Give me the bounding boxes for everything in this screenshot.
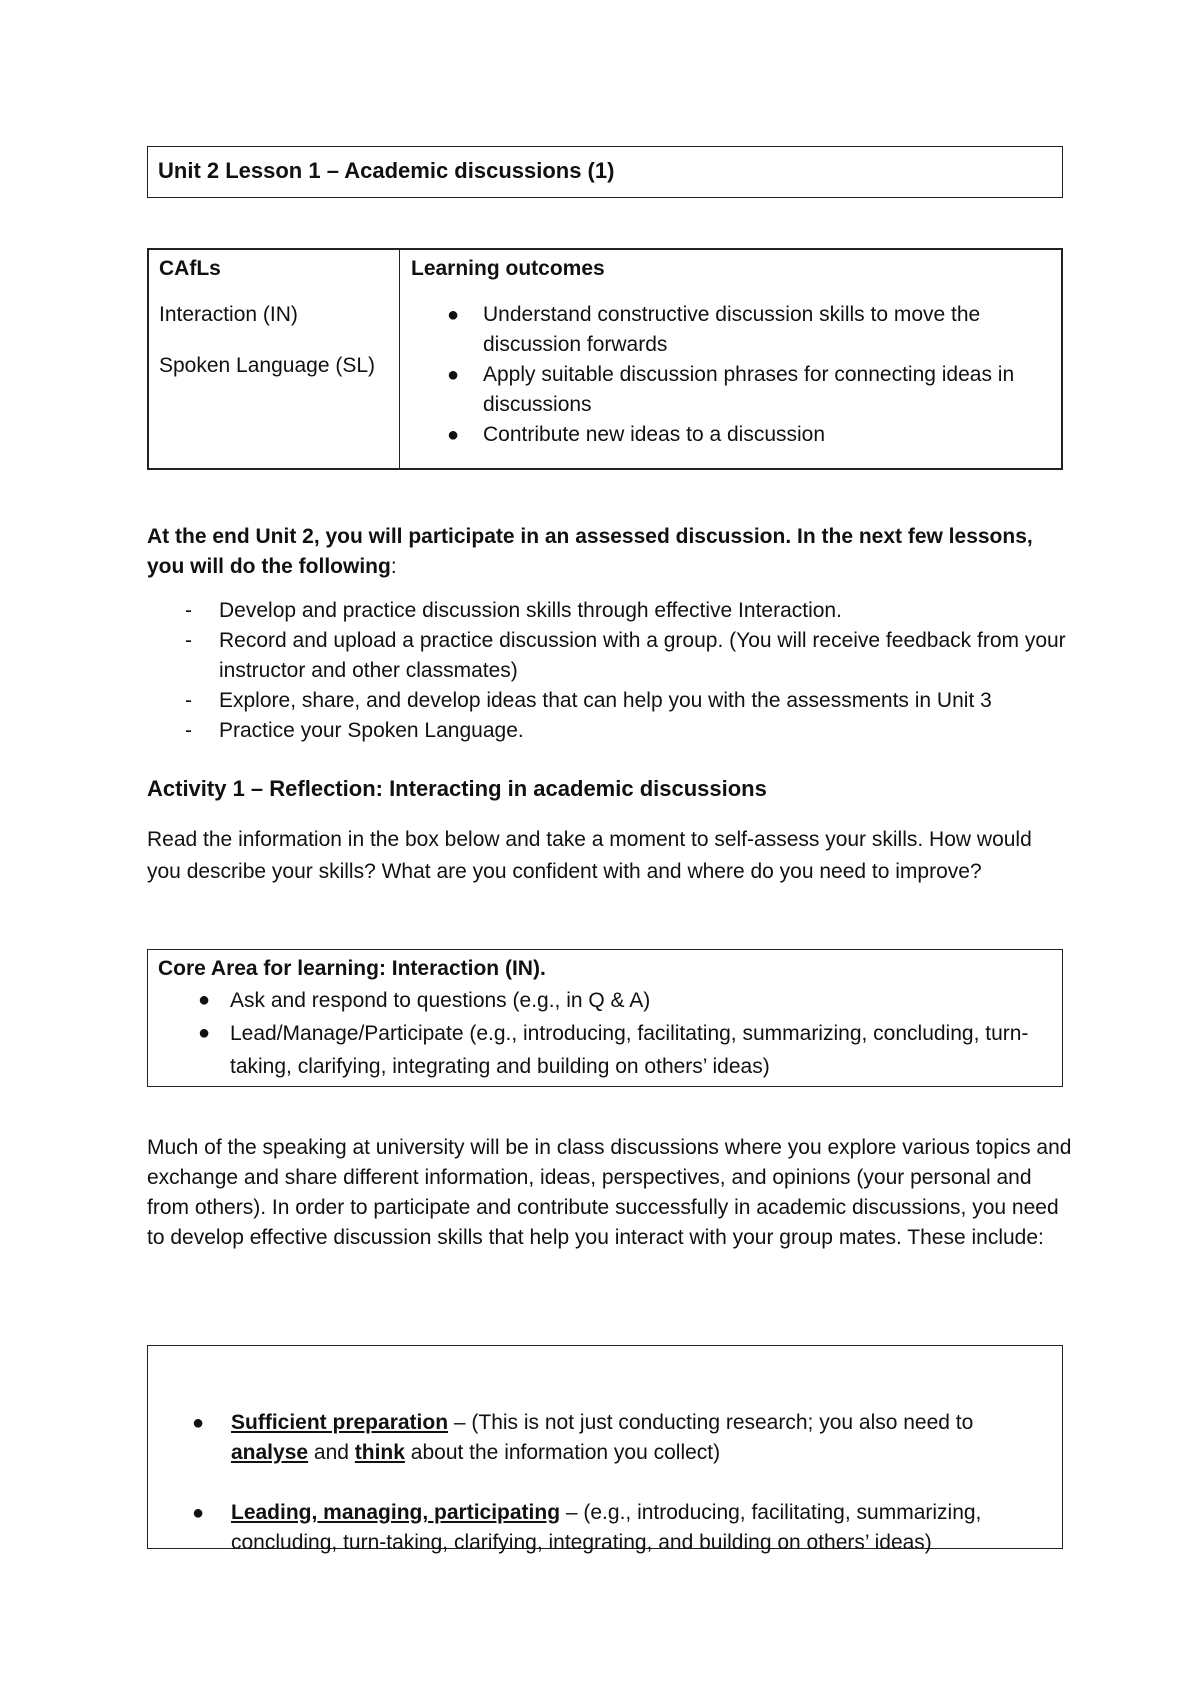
core-area-list (158, 984, 1052, 1083)
list-item: ● Lead/Manage/Participate (e.g., introducing, facilitating, summarizing, concluding, turn-taking, clarifying, integrating and building on others’ ideas) (158, 1017, 1052, 1083)
list-item: - Develop and practice discussion skills through effective Interaction. (185, 599, 842, 622)
bullet-icon: ● (447, 424, 460, 446)
table-divider (399, 250, 400, 468)
intro-heading: At the end Unit 2, you will participate in an assessed discussion. In the next few lessons, you will do the following: (147, 525, 1033, 578)
list-item: - Practice your Spoken Language. (185, 719, 524, 742)
activity1-text: Read the information in the box below and take a moment to self-assess your skills. How would you describe your skills? What are you confident with and where do you need to improve? (147, 828, 1032, 883)
discussion-paragraph: Much of the speaking at university will be in class discussions where you explore various topics and exchange and share different information, ideas, perspectives, and opinions (your personal and from others). In order to participate and contribute successfully in academic discussions, you need to develop effective discussion skills that help you interact with your group mates. These include: (147, 1136, 1072, 1249)
core-area-box (147, 949, 1063, 1087)
list-item: - Record and upload a practice discussion with a group. (You will receive feedback from your instructor and other classmates) (185, 629, 1066, 682)
list-item: ● Apply suitable discussion phrases for connecting ideas in discussions (411, 360, 1051, 420)
list-item: ● Ask and respond to questions (e.g., in Q & A) (158, 984, 1052, 1017)
list-item: ● Sufficient preparation – (This is not just conducting research; you also need to analyse and think about the information you collect) (148, 1408, 1048, 1468)
cafl-item: Interaction (IN) (159, 303, 298, 326)
skills-list (148, 1408, 1048, 1588)
lesson-title: Unit 2 Lesson 1 – Academic discussions (1) (158, 158, 615, 183)
bullet-icon: ● (447, 364, 460, 386)
list-item: ● Contribute new ideas to a discussion (411, 420, 1051, 450)
cafl-item: Spoken Language (SL) (159, 354, 375, 377)
list-item: ● Understand constructive discussion skills to move the discussion forwards (411, 300, 1051, 360)
outcomes-header: Learning outcomes (411, 257, 605, 280)
activity1-heading: Activity 1 – Reflection: Interacting in academic discussions (147, 776, 767, 801)
learning-outcomes-table (147, 248, 1063, 470)
lesson-title-box (147, 146, 1063, 198)
bullet-icon: ● (198, 1022, 211, 1044)
bullet-icon: ● (198, 989, 211, 1011)
bullet-icon: ● (192, 1502, 205, 1524)
cafls-header: CAfLs (159, 257, 221, 280)
intro-list (147, 596, 1107, 746)
outcomes-cell (411, 254, 1051, 450)
skills-box (147, 1345, 1063, 1554)
cafls-cell (159, 254, 389, 381)
core-area-heading: Core Area for learning: Interaction (IN). (158, 957, 546, 980)
outcomes-list (411, 300, 1051, 450)
list-item: ● Leading, managing, participating – (e.g., introducing, facilitating, summarizing, concluding, turn-taking, clarifying, integrating, and building on others’ ideas) (148, 1498, 1048, 1558)
list-item: - Explore, share, and develop ideas that can help you with the assessments in Unit 3 (185, 689, 992, 712)
bullet-icon: ● (447, 304, 460, 326)
bullet-icon: ● (192, 1412, 205, 1434)
